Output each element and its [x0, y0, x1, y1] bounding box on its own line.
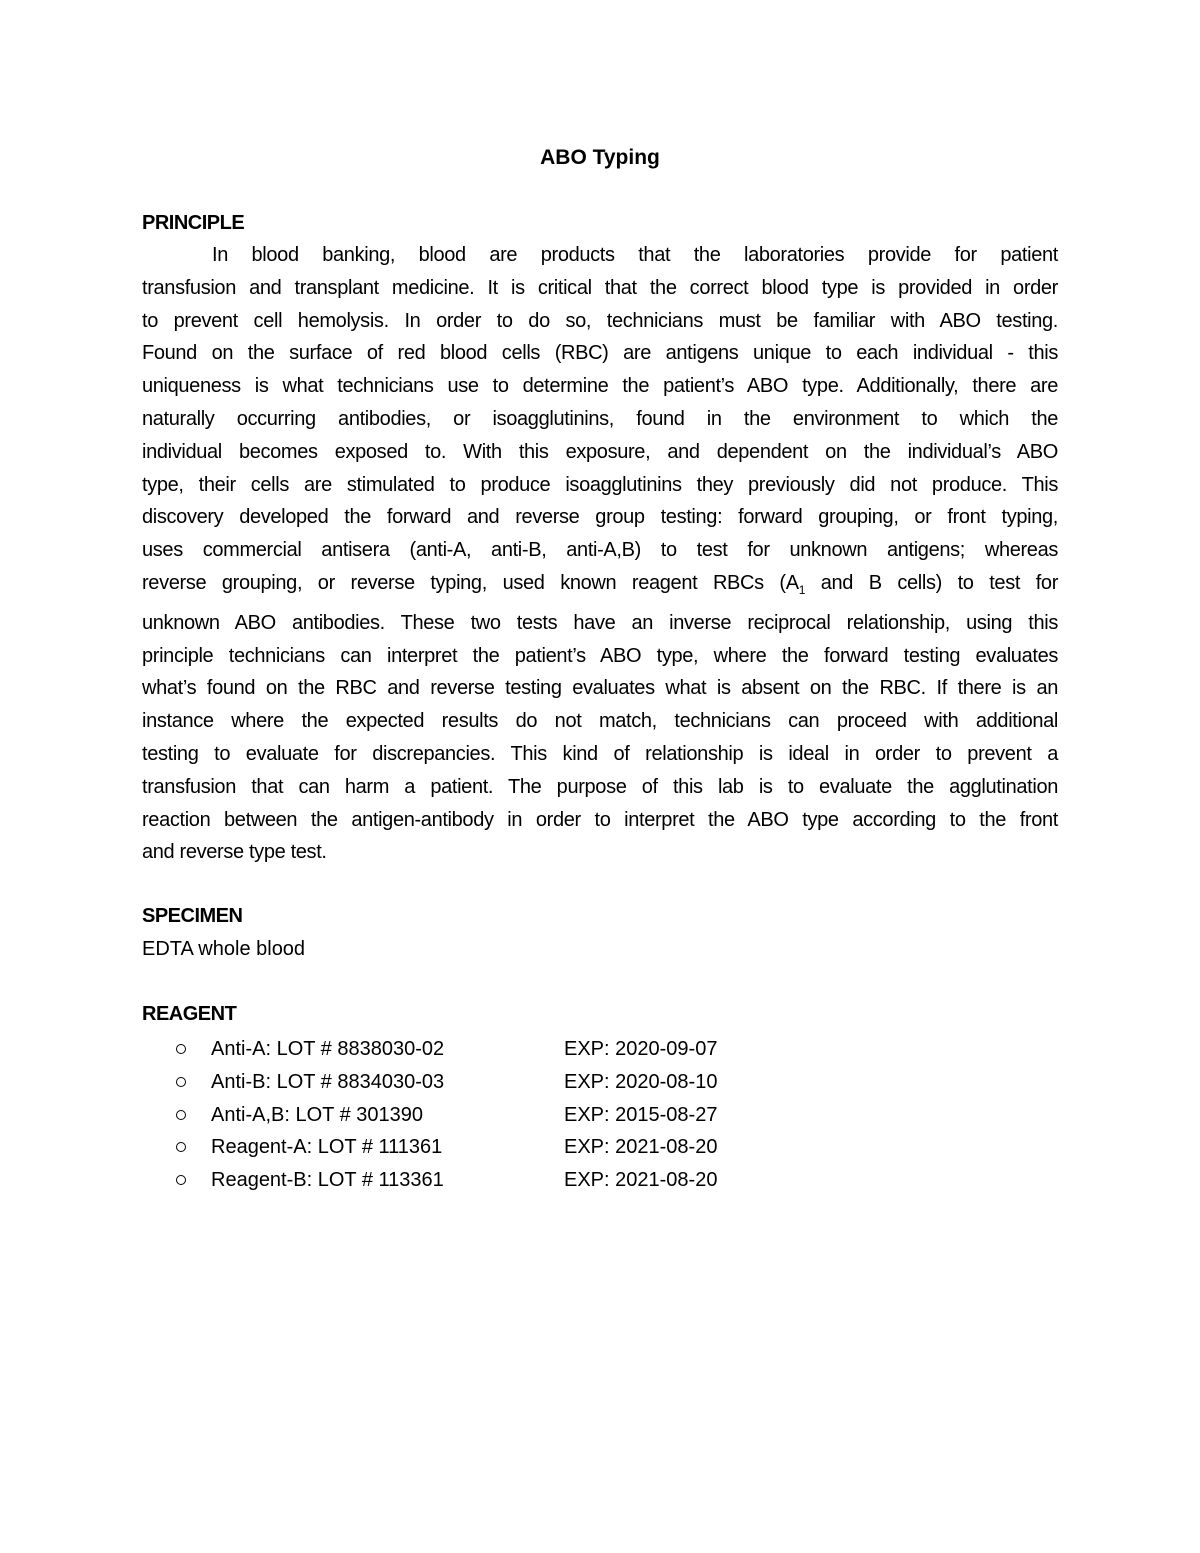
principle-heading: PRINCIPLE [142, 212, 245, 234]
reagent-exp: EXP: 2020-08-10 [564, 1070, 718, 1093]
reagent-exp: EXP: 2020-09-07 [564, 1038, 718, 1060]
reagent-exp: EXP: 2015-08-27 [564, 1103, 718, 1126]
circle-bullet-icon [176, 1110, 186, 1120]
reagent-lot: Reagent-A: LOT # 111361 [211, 1136, 443, 1159]
reagent-item [142, 1131, 842, 1164]
reagent-item [142, 1066, 842, 1099]
reagent-item [142, 1033, 842, 1066]
reagent-list [142, 1033, 842, 1197]
reagent-lot: Anti-B: LOT # 8834030-03 [211, 1070, 445, 1093]
principle-line-text: reverse grouping, or reverse typing, used known reagent RBCs (A [142, 571, 799, 594]
reagent-exp: EXP: 2021-08-20 [564, 1136, 718, 1159]
principle-line: transfusion that can harm a patient. The purpose of this lab is to evaluate the agglutination [142, 775, 1058, 798]
principle-line: type, their cells are stimulated to produce isoagglutinins they previously did not produce. This [142, 473, 1058, 496]
document-title: ABO Typing [540, 146, 660, 169]
specimen-text: EDTA whole blood [142, 938, 306, 960]
principle-line: discovery developed the forward and reverse group testing: forward grouping, or front typing, [142, 506, 1058, 529]
principle-line-text: In blood banking, blood are products that the laboratories provide for patient [212, 244, 1058, 266]
reagent-exp: EXP: 2021-08-20 [564, 1169, 718, 1192]
principle-line: unknown ABO antibodies. These two tests have an inverse reciprocal relationship, using this [142, 611, 1058, 634]
principle-line: and reverse type test. [142, 841, 327, 864]
principle-line: uses commercial antisera (anti-A, anti-B, anti-A,B) to test for unknown antigens; whereas [142, 539, 1058, 562]
principle-line: what’s found on the RBC and reverse testing evaluates what is absent on the RBC. If there is an [142, 677, 1058, 700]
reagent-item [142, 1164, 842, 1197]
circle-bullet-icon [176, 1142, 186, 1152]
principle-line: individual becomes exposed to. With this exposure, and dependent on the individual’s ABO [142, 440, 1058, 463]
specimen-heading: SPECIMEN [142, 905, 243, 927]
reagent-item [142, 1099, 842, 1132]
subscript-one: 1 [798, 582, 806, 597]
reagent-lot: Reagent-B: LOT # 113361 [211, 1169, 444, 1192]
principle-line: naturally occurring antibodies, or isoagglutinins, found in the environment to which the [142, 407, 1058, 430]
principle-line: to prevent cell hemolysis. In order to do so, technicians must be familiar with ABO testing. [142, 309, 1058, 332]
reagent-lot: Anti-A: LOT # 8838030-02 [211, 1038, 445, 1060]
principle-line: Found on the surface of red blood cells (RBC) are antigens unique to each individual - this [142, 342, 1058, 365]
circle-bullet-icon [176, 1044, 186, 1054]
principle-line: transfusion and transplant medicine. It is critical that the correct blood type is provided in order [142, 276, 1058, 299]
principle-line: reaction between the antigen-antibody in order to interpret the ABO type according to the front [142, 808, 1058, 831]
reagent-lot: Anti-A,B: LOT # 301390 [211, 1103, 423, 1126]
principle-line-text: and B cells) to test for [805, 571, 1059, 594]
reagent-heading: REAGENT [142, 1003, 237, 1025]
principle-line: principle technicians can interpret the patient’s ABO type, where the forward testing evaluates [142, 644, 1058, 667]
principle-line: testing to evaluate for discrepancies. This kind of relationship is ideal in order to prevent a [142, 742, 1058, 765]
principle-line: instance where the expected results do not match, technicians can proceed with additional [142, 710, 1058, 733]
principle-paragraph [142, 239, 1058, 869]
circle-bullet-icon [176, 1175, 186, 1185]
principle-line [142, 239, 1058, 272]
principle-line [142, 567, 1058, 607]
principle-line: uniqueness is what technicians use to determine the patient’s ABO type. Additionally, there are [142, 375, 1058, 398]
circle-bullet-icon [176, 1077, 186, 1087]
